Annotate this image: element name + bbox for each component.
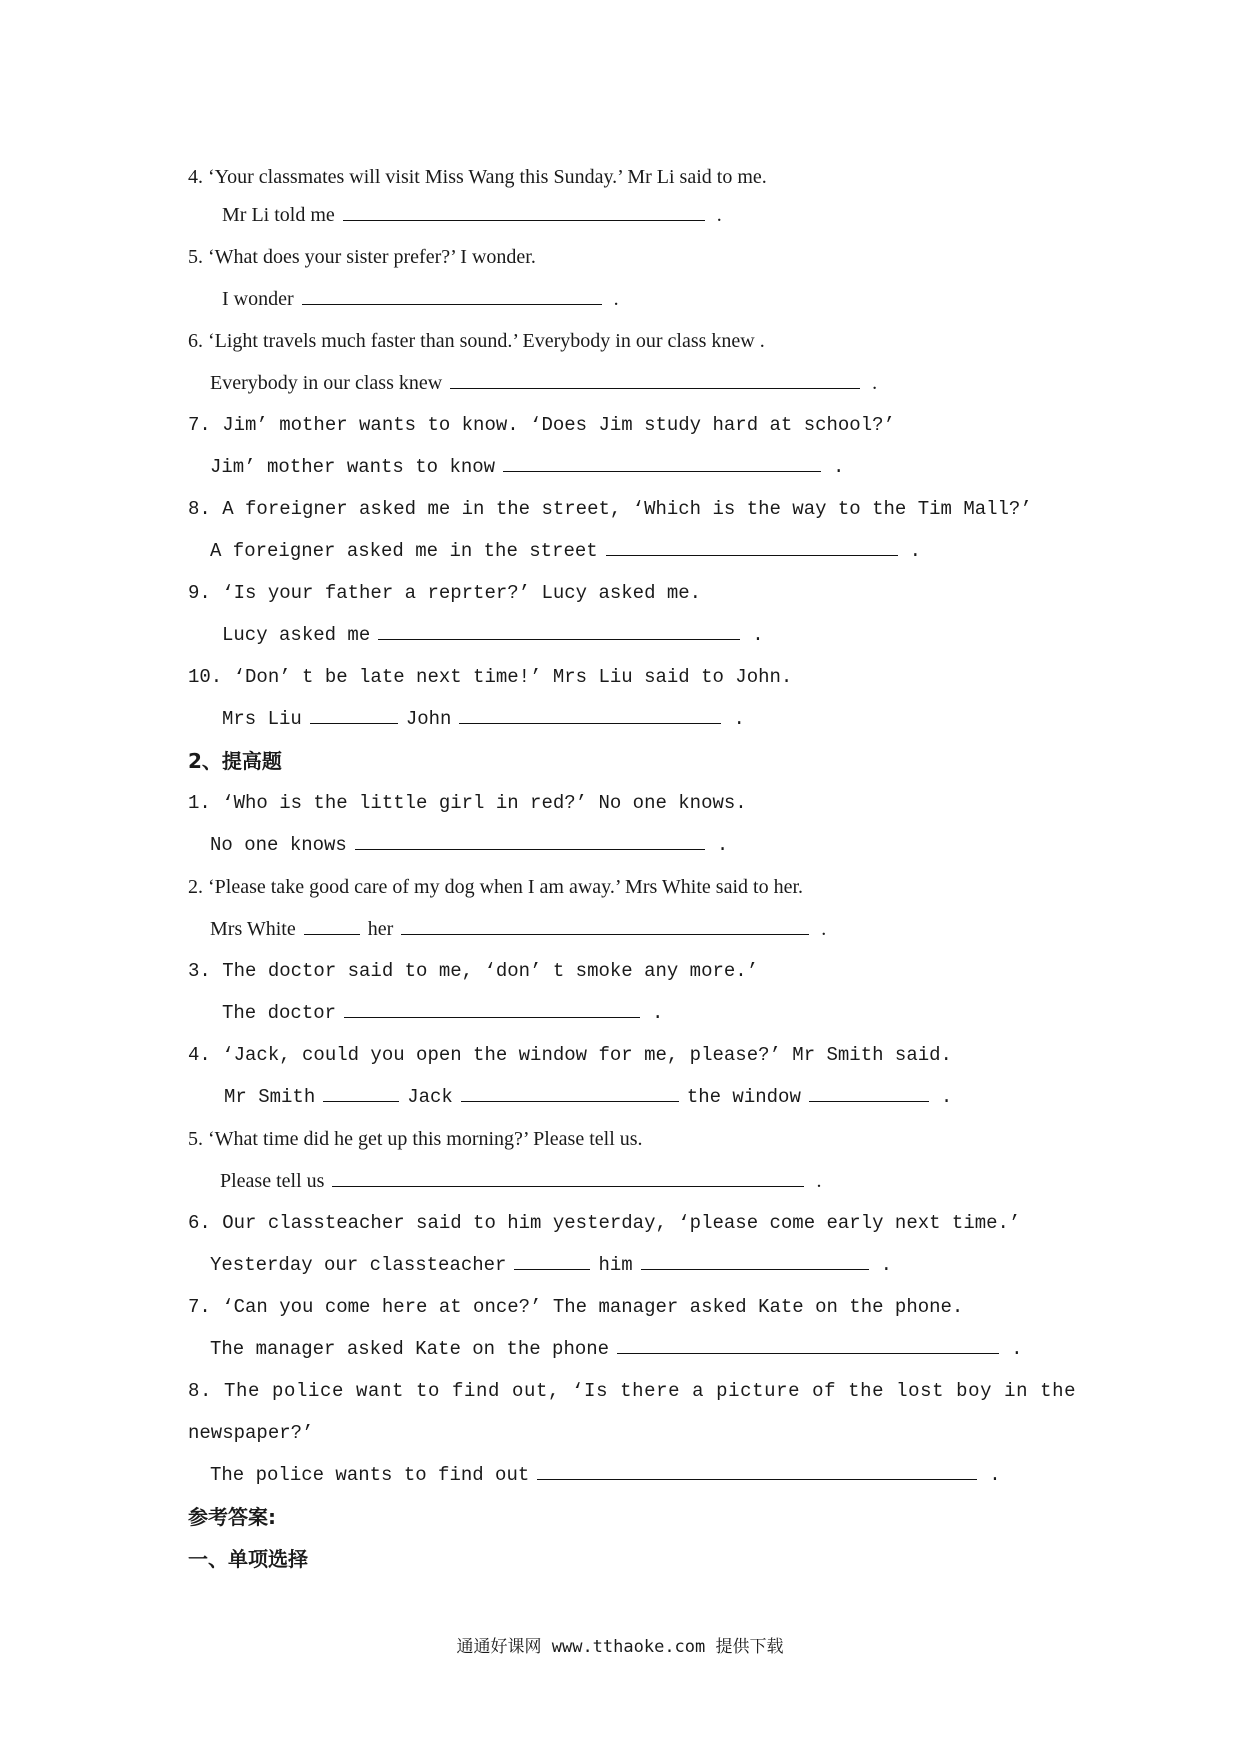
blank[interactable] bbox=[310, 703, 398, 724]
answer-5: I wonder . bbox=[222, 282, 619, 316]
answer-6: Everybody in our class knew . bbox=[210, 366, 877, 400]
question-10: 10. ‘Don’ t be late next time!’ Mrs Liu said to John. bbox=[188, 666, 793, 688]
answer-2-6: Yesterday our classteacher him . bbox=[210, 1248, 892, 1282]
answer-2-5: Please tell us . bbox=[220, 1164, 821, 1198]
blank[interactable] bbox=[344, 997, 640, 1018]
question-5: 5. ‘What does your sister prefer?’ I wonder. bbox=[188, 246, 536, 268]
blank[interactable] bbox=[355, 829, 705, 850]
question-2-7: 7. ‘Can you come here at once?’ The manager asked Kate on the phone. bbox=[188, 1296, 964, 1318]
answer-2-2: Mrs White her . bbox=[210, 912, 826, 946]
question-6: 6. ‘Light travels much faster than sound.’ Everybody in our class knew . bbox=[188, 330, 765, 352]
answer-2-8: The police wants to find out . bbox=[210, 1458, 1001, 1492]
question-8: 8. A foreigner asked me in the street, ‘Which is the way to the Tim Mall?’ bbox=[188, 498, 1032, 520]
blank[interactable] bbox=[461, 1081, 679, 1102]
blank[interactable] bbox=[503, 451, 821, 472]
question-2-8-continued: newspaper?’ bbox=[188, 1422, 314, 1444]
answer-2-1: No one knows . bbox=[210, 828, 728, 862]
question-2-6: 6. Our classteacher said to him yesterday, ‘please come early next time.’ bbox=[188, 1212, 1021, 1234]
section-title: 2、提高题 bbox=[188, 749, 282, 773]
question-2-4: 4. ‘Jack, could you open the window for me, please?’ Mr Smith said. bbox=[188, 1044, 952, 1066]
blank[interactable] bbox=[606, 535, 898, 556]
question-2-2: 2. ‘Please take good care of my dog when I am away.’ Mrs White said to her. bbox=[188, 876, 803, 898]
answer-9: Lucy asked me . bbox=[222, 618, 764, 652]
blank[interactable] bbox=[343, 200, 705, 221]
page-footer: 通通好课网 www.tthaoke.com 提供下载 bbox=[456, 1637, 784, 1657]
blank[interactable] bbox=[302, 284, 602, 305]
answers-subtitle: 一、单项选择 bbox=[188, 1547, 308, 1571]
blank[interactable] bbox=[450, 368, 860, 389]
question-2-8: 8. The police want to find out, ‘Is there a picture of the lost boy in the bbox=[188, 1380, 1077, 1402]
question-2-5: 5. ‘What time did he get up this morning?’ Please tell us. bbox=[188, 1128, 643, 1150]
question-7: 7. Jim’ mother wants to know. ‘Does Jim study hard at school?’ bbox=[188, 414, 895, 436]
blank[interactable] bbox=[459, 703, 721, 724]
blank[interactable] bbox=[323, 1081, 399, 1102]
answer-4: Mr Li told me . bbox=[222, 198, 722, 232]
blank[interactable] bbox=[617, 1333, 999, 1354]
answer-2-3: The doctor . bbox=[222, 996, 663, 1030]
question-2-3: 3. The doctor said to me, ‘don’ t smoke any more.’ bbox=[188, 960, 759, 982]
answer-2-7: The manager asked Kate on the phone . bbox=[210, 1332, 1022, 1366]
blank[interactable] bbox=[304, 914, 360, 935]
blank[interactable] bbox=[514, 1249, 590, 1270]
blank[interactable] bbox=[378, 619, 740, 640]
blank[interactable] bbox=[537, 1459, 977, 1480]
answers-title: 参考答案: bbox=[188, 1505, 276, 1529]
answer-8: A foreigner asked me in the street . bbox=[210, 534, 921, 568]
answer-7: Jim’ mother wants to know . bbox=[210, 450, 844, 484]
answer-10: Mrs Liu John . bbox=[222, 702, 745, 736]
question-4: 4. ‘Your classmates will visit Miss Wang this Sunday.’ Mr Li said to me. bbox=[188, 166, 767, 188]
blank[interactable] bbox=[401, 914, 809, 935]
blank[interactable] bbox=[332, 1166, 804, 1187]
answer-2-4: Mr Smith Jack the window . bbox=[224, 1080, 952, 1114]
blank[interactable] bbox=[641, 1249, 869, 1270]
question-2-1: 1. ‘Who is the little girl in red?’ No one knows. bbox=[188, 792, 747, 814]
blank[interactable] bbox=[809, 1081, 929, 1102]
question-9: 9. ‘Is your father a reprter?’ Lucy asked me. bbox=[188, 582, 702, 604]
